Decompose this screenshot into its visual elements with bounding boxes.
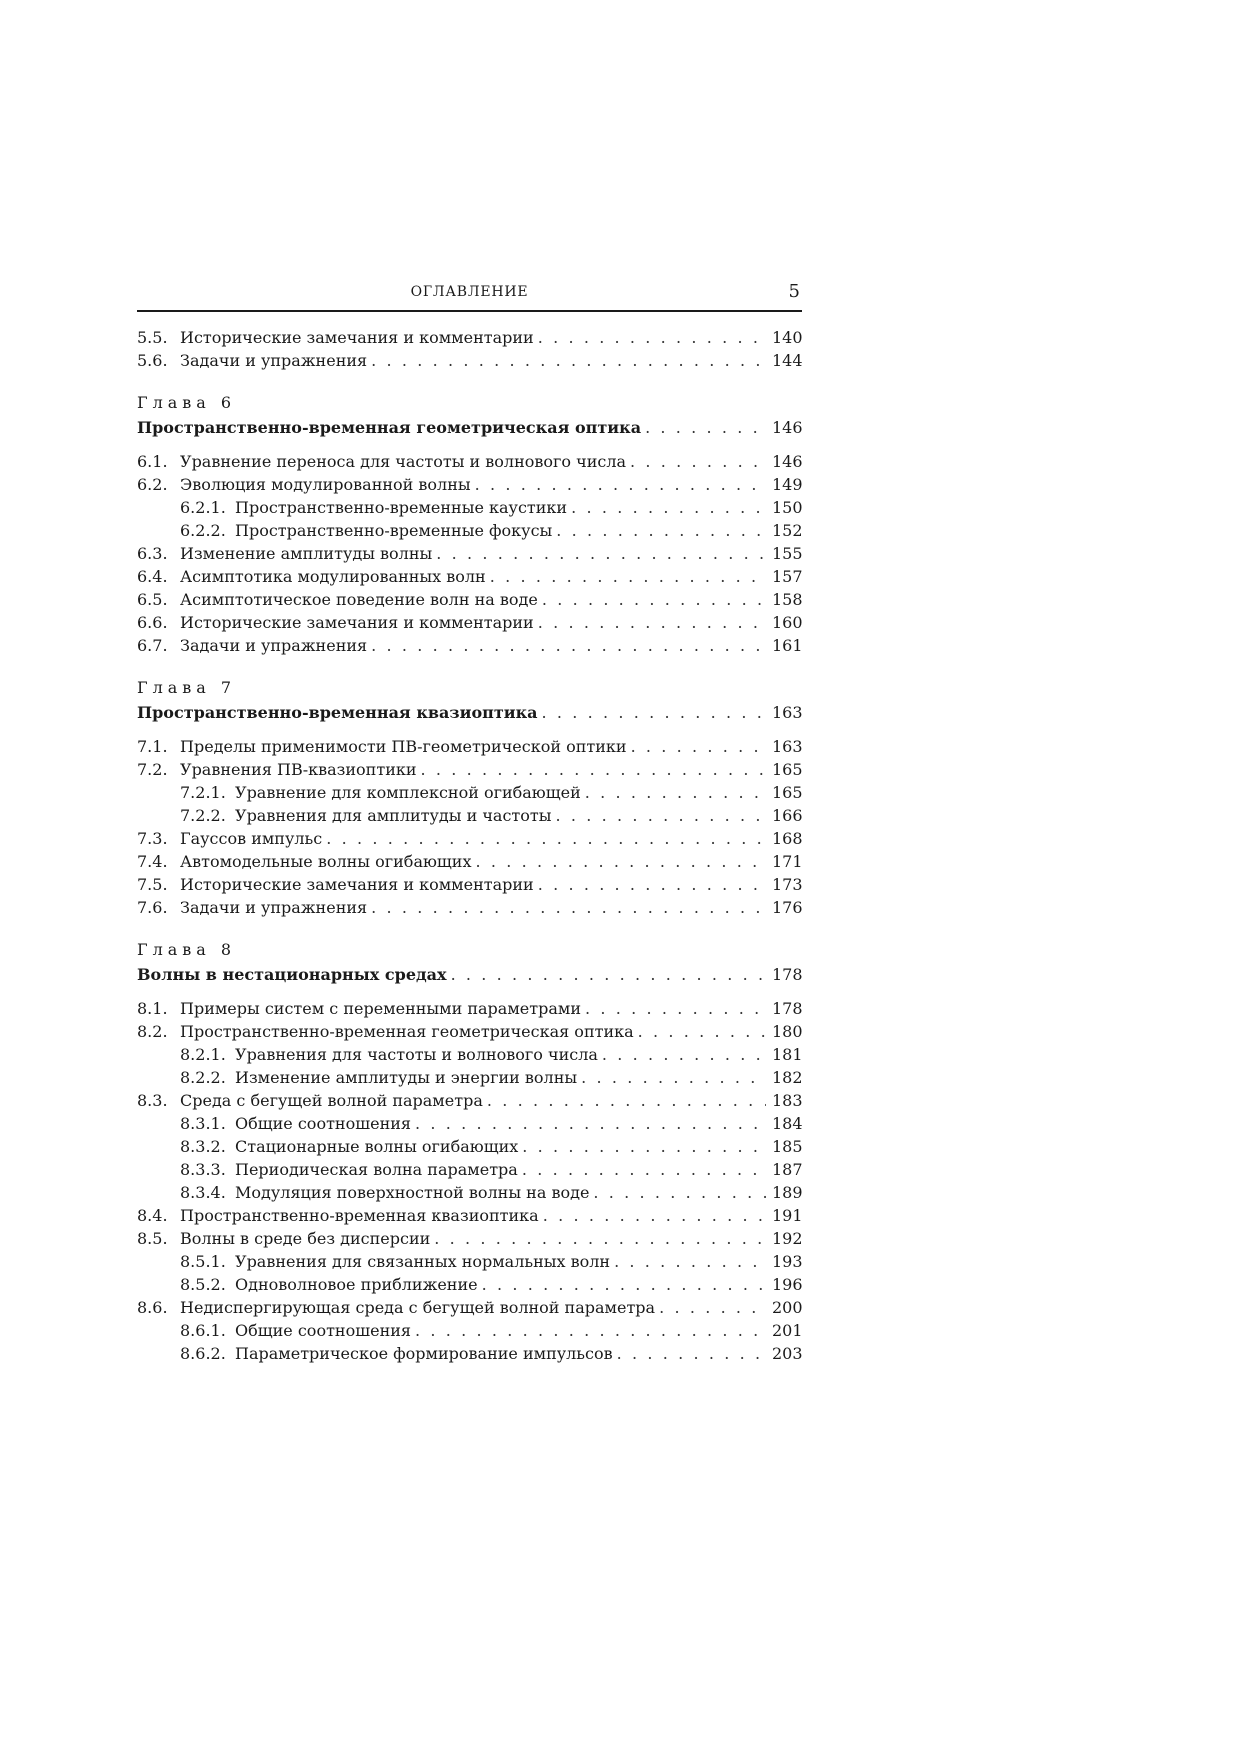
dot-leader (556, 804, 767, 827)
section-title: Изменение амплитуды волны (180, 544, 433, 563)
section-title: Пространственно-временная квазиоптика (180, 1206, 539, 1225)
section-page: 185 (772, 1137, 803, 1156)
section-number: 8.3.2. (180, 1137, 226, 1156)
chapter-block (137, 937, 802, 1365)
section-number: 6.5. (137, 590, 168, 609)
section-title: Пространственно-временные каустики (235, 498, 568, 517)
section-title: Эволюция модулированной волны (180, 475, 471, 494)
section-title: Общие соотношения (235, 1321, 411, 1340)
section-number: 8.3. (137, 1091, 168, 1110)
section-number: 7.6. (137, 898, 168, 917)
section-title: Параметрическое формирование импульсов (235, 1344, 613, 1363)
dot-leader (659, 1296, 766, 1319)
section-title: Исторические замечания и комментарии (180, 328, 534, 347)
chapter-label: Глава 7 (137, 678, 237, 697)
section-title: Волны в среде без дисперсии (180, 1229, 431, 1248)
running-header-title: ОГЛАВЛЕНИЕ (410, 284, 529, 300)
section-page: 183 (772, 1091, 803, 1110)
section-number: 7.2.1. (180, 783, 226, 802)
chapter-heading[interactable] (137, 416, 802, 440)
section-page: 193 (772, 1252, 803, 1271)
page-number: 5 (788, 281, 800, 302)
section-page: 192 (772, 1229, 803, 1248)
section-page: 182 (772, 1068, 803, 1087)
section-number: 8.2. (137, 1022, 168, 1041)
chapter-page: 146 (772, 418, 803, 437)
dot-leader (415, 1319, 766, 1342)
section-page: 187 (772, 1160, 803, 1179)
section-title: Задачи и упражнения (180, 351, 368, 370)
section-title: Асимптотическое поведение волн на воде (180, 590, 538, 609)
section-number: 7.3. (137, 829, 168, 848)
toc-subsection[interactable] (137, 1066, 802, 1089)
toc-subsection[interactable] (137, 1181, 802, 1204)
chapter-heading[interactable] (137, 701, 802, 725)
section-number: 7.5. (137, 875, 168, 894)
toc-section[interactable] (137, 850, 802, 873)
section-title: Модуляция поверхностной волны на воде (235, 1183, 590, 1202)
dot-leader (490, 565, 766, 588)
toc-subsection[interactable] (137, 1158, 802, 1181)
toc-subsection[interactable] (137, 1342, 802, 1365)
section-title: Задачи и упражнения (180, 636, 368, 655)
table-of-contents (137, 326, 802, 1365)
section-title: Уравнения для амплитуды и частоты (235, 806, 552, 825)
section-title: Уравнения ПВ-квазиоптики (180, 760, 417, 779)
dot-leader (371, 634, 766, 657)
toc-subsection[interactable] (137, 1319, 802, 1342)
section-number: 8.6. (137, 1298, 168, 1317)
toc-section[interactable] (137, 1204, 802, 1227)
toc-section[interactable] (137, 634, 802, 657)
dot-leader (371, 896, 766, 919)
dot-leader (543, 1204, 766, 1227)
dot-leader (538, 611, 766, 634)
dot-leader (630, 450, 766, 473)
chapter-title: Пространственно-временная геометрическая оптика (137, 418, 642, 437)
section-page: 163 (772, 737, 803, 756)
section-page: 203 (772, 1344, 803, 1363)
section-page: 140 (772, 328, 803, 347)
toc-section[interactable] (137, 1296, 802, 1319)
section-number: 7.2.2. (180, 806, 226, 825)
toc-section[interactable] (137, 588, 802, 611)
section-title: Недиспергирующая среда с бегущей волной параметра (180, 1298, 656, 1317)
section-page: 161 (772, 636, 803, 655)
toc-section[interactable] (137, 326, 802, 349)
toc-subsection[interactable] (137, 781, 802, 804)
toc-subsection[interactable] (137, 1273, 802, 1296)
section-number: 7.4. (137, 852, 168, 871)
toc-section[interactable] (137, 873, 802, 896)
dot-leader (602, 1043, 766, 1066)
section-number: 8.4. (137, 1206, 168, 1225)
dot-leader (645, 416, 766, 440)
toc-subsection[interactable] (137, 804, 802, 827)
dot-leader (522, 1135, 766, 1158)
section-number: 5.6. (137, 351, 168, 370)
section-page: 160 (772, 613, 803, 632)
section-number: 8.5.1. (180, 1252, 226, 1271)
dot-leader (371, 349, 766, 372)
toc-section[interactable] (137, 349, 802, 372)
toc-subsection[interactable] (137, 1135, 802, 1158)
section-number: 6.1. (137, 452, 168, 471)
toc-section[interactable] (137, 758, 802, 781)
section-page: 184 (772, 1114, 803, 1133)
section-page: 196 (772, 1275, 803, 1294)
toc-section[interactable] (137, 997, 802, 1020)
chapter-page: 178 (772, 965, 803, 984)
section-title: Исторические замечания и комментарии (180, 875, 534, 894)
section-title: Гауссов импульс (180, 829, 323, 848)
toc-section[interactable] (137, 565, 802, 588)
chapter-block (137, 390, 802, 657)
section-page: 157 (772, 567, 803, 586)
dot-leader (585, 997, 766, 1020)
section-number: 8.5.2. (180, 1275, 226, 1294)
dot-leader (475, 850, 766, 873)
dot-leader (538, 326, 766, 349)
page (137, 280, 802, 1365)
section-page: 178 (772, 999, 803, 1018)
section-number: 8.5. (137, 1229, 168, 1248)
section-title: Стационарные волны огибающих (235, 1137, 519, 1156)
section-title: Изменение амплитуды и энергии волны (235, 1068, 578, 1087)
section-number: 8.3.3. (180, 1160, 226, 1179)
section-page: 189 (772, 1183, 803, 1202)
section-title: Задачи и упражнения (180, 898, 368, 917)
section-title: Примеры систем с переменными параметрами (180, 999, 581, 1018)
section-page: 150 (772, 498, 803, 517)
section-page: 152 (772, 521, 803, 540)
section-page: 171 (772, 852, 803, 871)
toc-section[interactable] (137, 735, 802, 758)
section-title: Периодическая волна параметра (235, 1160, 518, 1179)
section-title: Уравнение переноса для частоты и волнового числа (180, 452, 627, 471)
section-page: 166 (772, 806, 803, 825)
section-title: Уравнения для частоты и волнового числа (235, 1045, 598, 1064)
section-number: 6.3. (137, 544, 168, 563)
toc-section[interactable] (137, 896, 802, 919)
section-title: Пространственно-временная геометрическая оптика (180, 1022, 634, 1041)
dot-leader (434, 1227, 766, 1250)
toc-subsection[interactable] (137, 1250, 802, 1273)
section-title: Уравнения для связанных нормальных волн (235, 1252, 611, 1271)
dot-leader (571, 496, 766, 519)
toc-subsection[interactable] (137, 1112, 802, 1135)
running-header (137, 280, 802, 312)
section-page: 165 (772, 760, 803, 779)
toc-subsection[interactable] (137, 519, 802, 542)
section-title: Исторические замечания и комментарии (180, 613, 534, 632)
toc-section[interactable] (137, 542, 802, 565)
section-page: 181 (772, 1045, 803, 1064)
section-title: Среда с бегущей волной параметра (180, 1091, 483, 1110)
dot-leader (542, 701, 766, 725)
section-title: Общие соотношения (235, 1114, 411, 1133)
dot-leader (638, 1020, 766, 1043)
section-title: Пространственно-временные фокусы (235, 521, 553, 540)
section-title: Асимптотика модулированных волн (180, 567, 486, 586)
section-page: 149 (772, 475, 803, 494)
section-page: 168 (772, 829, 803, 848)
toc-section[interactable] (137, 473, 802, 496)
section-page: 180 (772, 1022, 803, 1041)
section-number: 8.6.2. (180, 1344, 226, 1363)
dot-leader (631, 735, 766, 758)
toc-section[interactable] (137, 1020, 802, 1043)
section-number: 8.2.2. (180, 1068, 226, 1087)
chapter-title: Пространственно-временная квазиоптика (137, 703, 538, 722)
dot-leader (326, 827, 766, 850)
dot-leader (581, 1066, 766, 1089)
dot-leader (593, 1181, 766, 1204)
dot-leader (451, 963, 766, 987)
toc-subsection[interactable] (137, 496, 802, 519)
section-number: 8.1. (137, 999, 168, 1018)
section-page: 165 (772, 783, 803, 802)
section-title: Пределы применимости ПВ-геометрической оптики (180, 737, 627, 756)
section-title: Уравнение для комплексной огибающей (235, 783, 581, 802)
toc-section[interactable] (137, 1089, 802, 1112)
section-number: 6.2. (137, 475, 168, 494)
section-number: 6.6. (137, 613, 168, 632)
toc-subsection[interactable] (137, 1043, 802, 1066)
section-number: 8.6.1. (180, 1321, 226, 1340)
section-page: 201 (772, 1321, 803, 1340)
dot-leader (538, 873, 766, 896)
section-number: 6.2.1. (180, 498, 226, 517)
dot-leader (482, 1273, 766, 1296)
section-number: 6.7. (137, 636, 168, 655)
section-number: 8.3.4. (180, 1183, 226, 1202)
section-page: 144 (772, 351, 803, 370)
section-page: 155 (772, 544, 803, 563)
dot-leader (585, 781, 766, 804)
section-page: 158 (772, 590, 803, 609)
section-title: Одноволновое приближение (235, 1275, 478, 1294)
chapter-page: 163 (772, 703, 803, 722)
section-page: 191 (772, 1206, 803, 1225)
section-title: Автомодельные волны огибающих (180, 852, 472, 871)
dot-leader (487, 1089, 766, 1112)
section-number: 7.1. (137, 737, 168, 756)
section-number: 6.4. (137, 567, 168, 586)
section-number: 5.5. (137, 328, 168, 347)
dot-leader (415, 1112, 766, 1135)
dot-leader (421, 758, 766, 781)
section-page: 173 (772, 875, 803, 894)
section-number: 6.2.2. (180, 521, 226, 540)
chapter-title: Волны в нестационарных средах (137, 965, 447, 984)
dot-leader (614, 1250, 766, 1273)
dot-leader (617, 1342, 766, 1365)
dot-leader (542, 588, 766, 611)
chapter-label: Глава 8 (137, 940, 237, 959)
toc-section[interactable] (137, 827, 802, 850)
chapter-block (137, 675, 802, 919)
dot-leader (436, 542, 766, 565)
toc-section[interactable] (137, 1227, 802, 1250)
section-page: 176 (772, 898, 803, 917)
section-number: 8.2.1. (180, 1045, 226, 1064)
dot-leader (475, 473, 766, 496)
section-page: 146 (772, 452, 803, 471)
section-number: 8.3.1. (180, 1114, 226, 1133)
section-page: 200 (772, 1298, 803, 1317)
dot-leader (556, 519, 766, 542)
chapter-heading[interactable] (137, 963, 802, 987)
toc-section[interactable] (137, 611, 802, 634)
dot-leader (522, 1158, 766, 1181)
toc-section[interactable] (137, 450, 802, 473)
chapter-label: Глава 6 (137, 393, 237, 412)
section-number: 7.2. (137, 760, 168, 779)
